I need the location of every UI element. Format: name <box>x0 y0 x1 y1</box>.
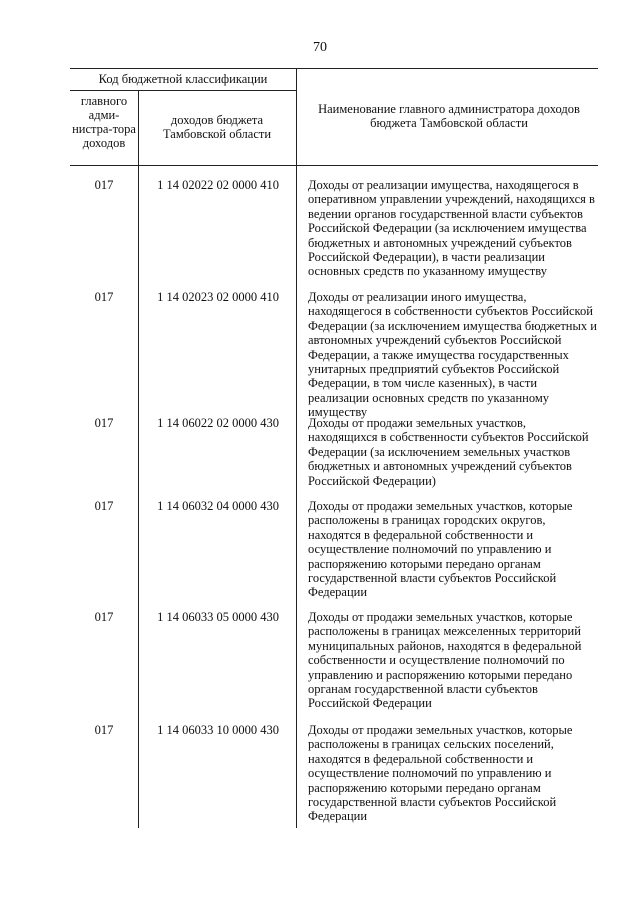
header-col-code: доходов бюджета Тамбовской области <box>162 113 272 141</box>
header-group-title: Код бюджетной классификации <box>98 72 268 86</box>
header-col-admin: главного адми-нистра-тора доходов <box>72 94 136 150</box>
page-number: 70 <box>313 40 327 55</box>
row-admin-code: 017 <box>94 499 114 513</box>
row-description: Доходы от продажи земельных участков, находящихся в собственности субъектов Российской Федерации (за исключением земельных участков бюджетных и автономных учреждений субъектов Российской Федерации) <box>308 416 589 488</box>
row-description: Доходы от продажи земельных участков, которые расположены в границах межселенных территорий муниципальных районов, находятся в федеральной собственности и осуществление полномочий по управлению и распоряжению которыми передано органам государственной власти субъектов Российской Федерации <box>308 610 582 711</box>
budget-classification-table <box>70 68 598 828</box>
row-admin-code: 017 <box>94 290 114 304</box>
row-description: Доходы от продажи земельных участков, которые расположены в границах сельских поселений, находятся в федеральной собственности и осуществление полномочий по управлению и распоряжению которыми передано органам государственной власти субъектов Российской Федерации <box>308 723 573 824</box>
header-bottom-border <box>70 165 598 166</box>
row-description: Доходы от реализации иного имущества, находящегося в собственности субъектов Российской Федерации (за исключением имущества бюджетных и автономных учреждений субъектов Российской Федерации, а также имущества государственных унитарных предприятий субъектов Российской Федерации, в том числе казенных), в части реализации основных средств по указанному имуществу <box>308 290 597 420</box>
row-budget-code: 1 14 02023 02 0000 410 <box>157 290 279 304</box>
row-budget-code: 1 14 06032 04 0000 430 <box>157 499 279 513</box>
table-top-border <box>70 68 598 69</box>
row-description: Доходы от реализации имущества, находящегося в оперативном управлении учреждений, находящихся в ведении органов государственной власти субъектов Российской Федерации (за исключением имущества бюджетных и автономных учреждений субъектов Российской Федерации), в части реализации основных средств по указанному имуществу <box>308 178 595 279</box>
row-admin-code: 017 <box>94 723 114 737</box>
row-budget-code: 1 14 06022 02 0000 430 <box>157 416 279 430</box>
header-col-name: Наименование главного администратора доходов бюджета Тамбовской области <box>318 102 580 130</box>
row-admin-code: 017 <box>94 416 114 430</box>
row-admin-code: 017 <box>94 610 114 624</box>
row-admin-code: 017 <box>94 178 114 192</box>
row-budget-code: 1 14 02022 02 0000 410 <box>157 178 279 192</box>
row-budget-code: 1 14 06033 05 0000 430 <box>157 610 279 624</box>
row-budget-code: 1 14 06033 10 0000 430 <box>157 723 279 737</box>
column-divider-admin <box>138 90 139 828</box>
header-group-divider <box>70 90 296 91</box>
row-description: Доходы от продажи земельных участков, которые расположены в границах городских округов, находятся в федеральной собственности и осуществление полномочий по управлению и распоряжению которыми передано органам государственной власти субъектов Российской Федерации <box>308 499 573 600</box>
